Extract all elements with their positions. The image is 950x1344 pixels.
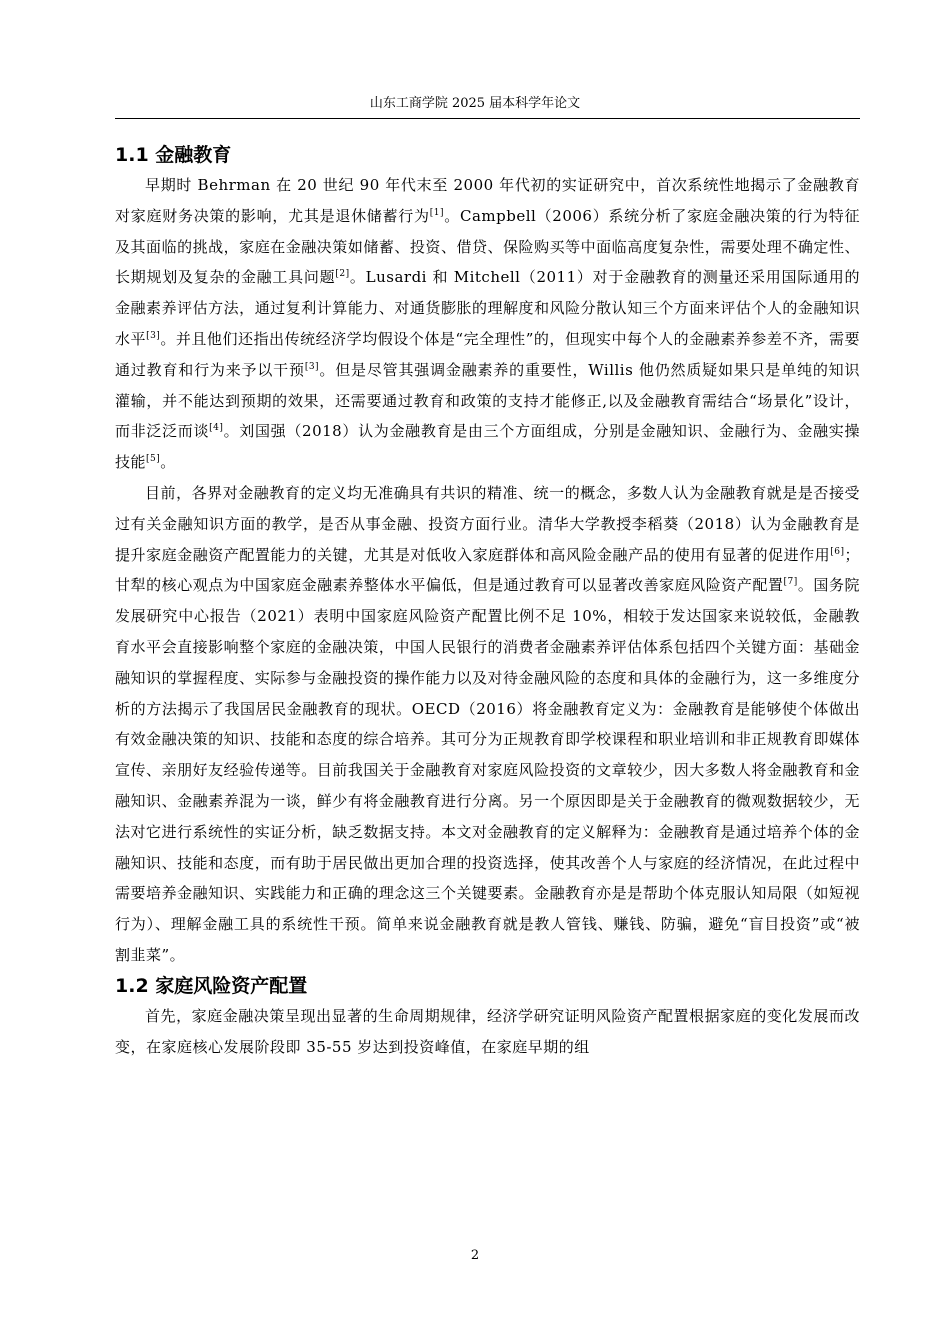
text-run: 。国务院发展研究中心报告（2021）表明中国家庭风险资产配置比例不足 10%，相较于发达国家来说较低，金融教育水平会直接影响整个家庭的金融决策，中国人民银行的消费者金融素养评估体系包括四个关键方面：基础金融知识的掌握程度、实际参与金融投资的操作能力以及对待金融风险的态度和具体的金融行为，这一多维度分析的方法揭示了我国居民金融教育的现状。OECD（2016）将金融教育定义为：金融教育是能够使个体做出有效金融决策的知识、技能和态度的综合培养。其可分为正规教育即学校课程和职业培训和非正规教育即媒体宣传、亲朋好友经验传递等。目前我国关于金融教育对家庭风险投资的文章较少，因大多数人将金融教育和金融知识、金融素养混为一谈，鲜少有将金融教育进行分离。另一个原因即是关于金融教育的微观数据较少，无法对它进行系统性的实证分析，缺乏数据支持。本文对金融教育的定义解释为：金融教育是通过培养个体的金融知识、技能和态度，而有助于居民做出更加合理的投资选择，使其改善个人与家庭的经济情况，在此过程中需要培养金融知识、实践能力和正确的理念这三个关键要素。金融教育亦是是帮助个体克服认知局限（如短视行为）、理解金融工具的系统性干预。简单来说金融教育就是教人管钱、赚钱、防骗，避免“盲目投资”或“被割韭菜”。 [115,576,860,964]
header-rule [115,118,860,119]
citation-ref: [3] [146,330,161,341]
paragraph-life-cycle [115,1001,860,1063]
paragraph-literature-review [115,170,860,478]
text-run: 目前，各界对金融教育的定义均无准确具有共识的精准、统一的概念，多数人认为金融教育就是是否接受过有关金融知识方面的教学，是否从事金融、投资方面行业。清华大学教授李稻葵（2018）认为金融教育是提升家庭金融资产配置能力的关键，尤其是对低收入家庭群体和高风险金融产品的使用有显著的促进作用 [115,483,860,564]
text-run: 。Lusardi 和 Mitchell（2011）对于金融教育的测量还采用国际通用的金融素养评估方法，通过复利计算能力、对通货膨胀的理解度和风险分散认知三个方面来评估个人的金融知识水平 [115,268,860,348]
section-heading-household-risk-asset: 1.2 家庭风险资产配置 [115,974,308,997]
text-run: 早期时 Behrman 在 20 世纪 90 年代末至 2000 年代初的实证研究中，首次系统性地揭示了金融教育对家庭财务决策的影响，尤其是退休储蓄行为 [115,176,860,225]
section-heading-financial-education: 1.1 金融教育 [115,144,232,166]
citation-ref: [7] [783,577,798,588]
text-run: 。Campbell（2006）系统分析了家庭金融决策的行为特征及其面临的挑战，家庭在金融决策如储蓄、投资、借贷、保险购买等中面临高度复杂性，需要处理不确定性、长期规划及复杂的金融工具问题 [115,206,860,287]
citation-ref: [2] [335,269,350,280]
citation-ref: [5] [146,454,161,465]
text-run: 。 [160,453,176,472]
citation-ref: [6] [830,546,845,557]
page-body [115,140,860,1062]
citation-ref: [1] [429,207,445,218]
running-header: 山东工商学院 2025 届本科学年论文 [369,96,581,111]
text-run: 。刘国强（2018）认为金融教育是由三个方面组成，分别是金融知识、金融行为、金融实操技能 [115,422,860,472]
page-number: 2 [470,1248,480,1263]
text-run: ；甘犁的核心观点为中国家庭金融素养整体水平偏低，但是通过教育可以显著改善家庭风险资产配置 [115,545,860,595]
text-run: 。但是尽管其强调金融素养的重要性，Willis 他仍然质疑如果只是单纯的知识灌输，并不能达到预期的效果，还需要通过教育和政策的支持才能修正,以及金融教育需结合“场景化”设计，而非泛泛而谈 [115,360,860,441]
citation-ref: [4] [209,423,224,434]
text-run: 首先，家庭金融决策呈现出显著的生命周期规律，经济学研究证明风险资产配置根据家庭的变化发展而改变，在家庭核心发展阶段即 35-55 岁达到投资峰值，在家庭早期的组 [115,1006,860,1056]
paragraph-definition [115,478,860,971]
text-run: 。并且他们还指出传统经济学均假设个体是“完全理性”的，但现实中每个人的金融素养参差不齐，需要通过教育和行为来予以干预 [115,329,860,379]
citation-ref: [3] [304,361,320,372]
